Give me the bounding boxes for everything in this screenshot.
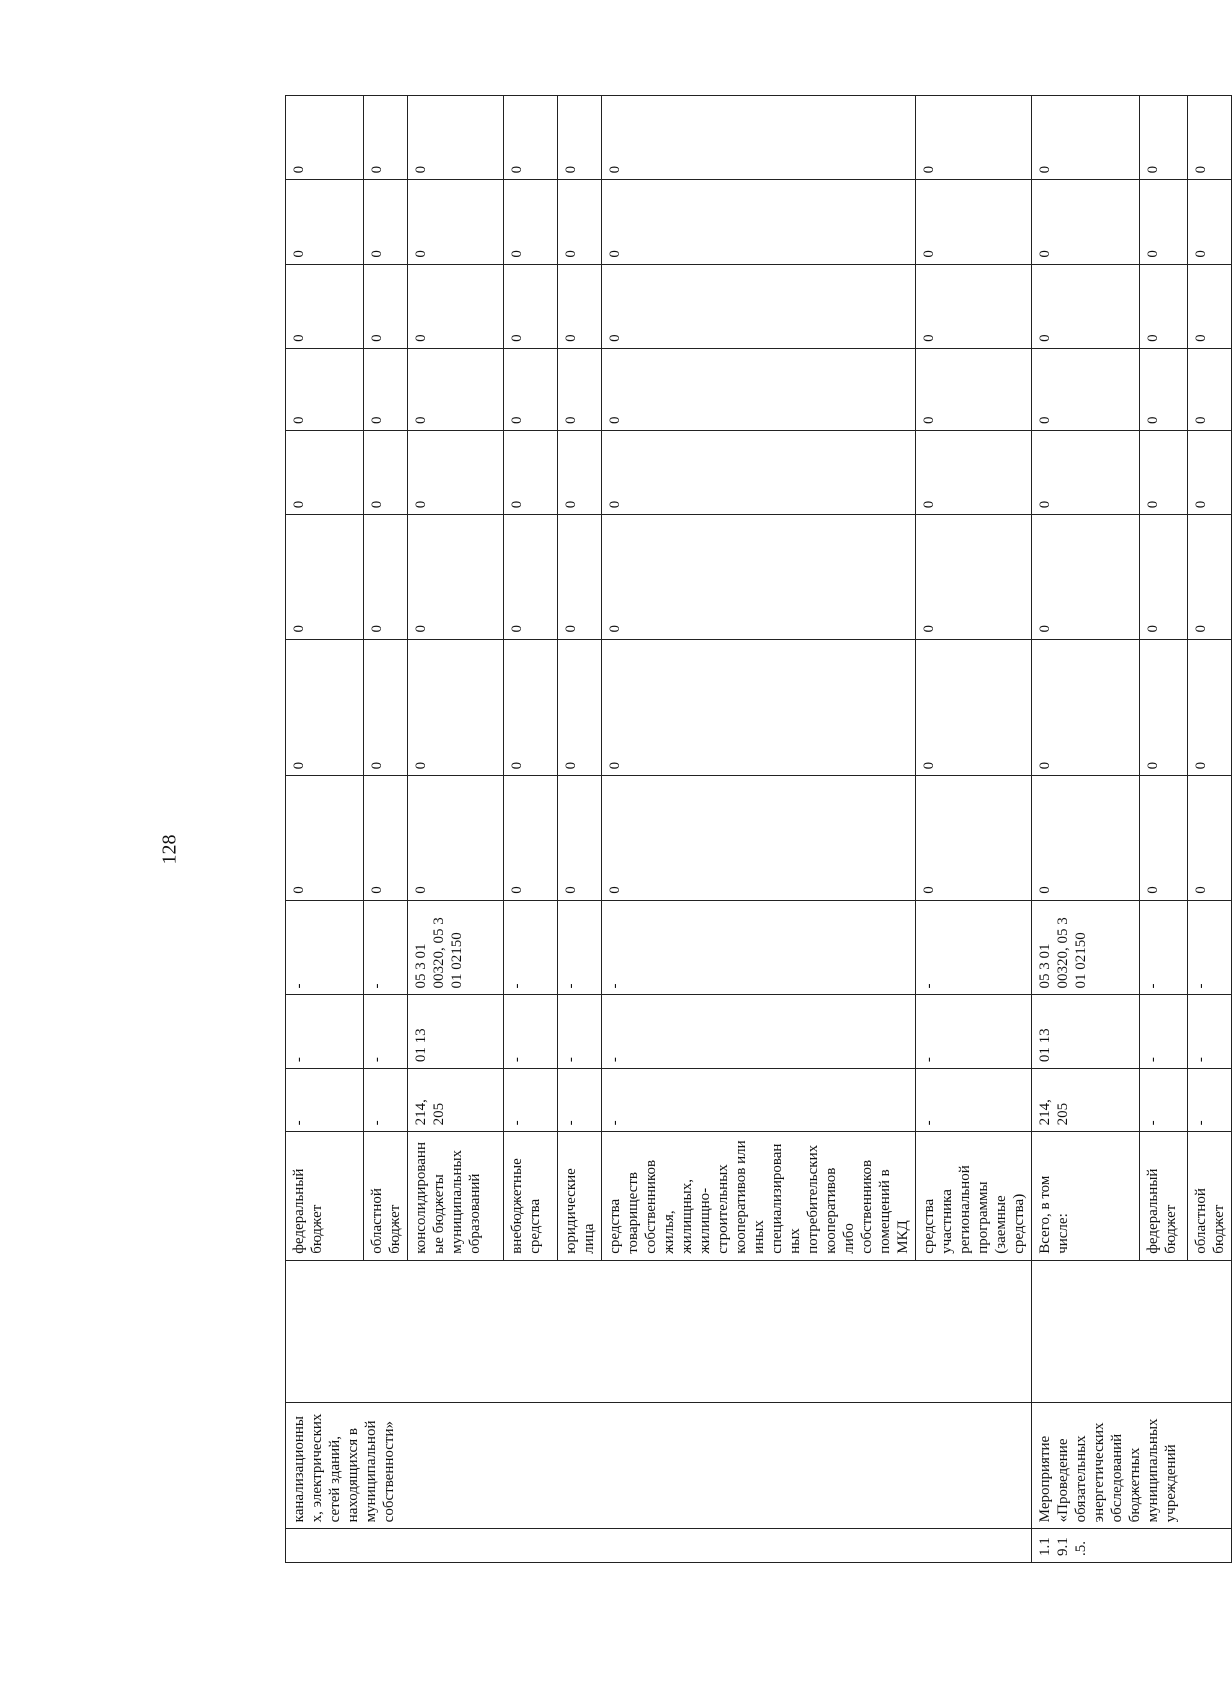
csr-cell: - — [1140, 900, 1188, 995]
table-row — [1032, 96, 1140, 1563]
value-cell: 0 — [1032, 180, 1140, 264]
funding-source-cell: Всего, в том числе: — [1032, 1132, 1140, 1260]
value-cell: 0 — [364, 639, 408, 776]
value-cell: 0 — [916, 180, 1032, 264]
value-cell: 0 — [1188, 776, 1232, 900]
value-cell: 0 — [364, 264, 408, 348]
value-cell: 0 — [408, 639, 504, 776]
funding-source-cell: юридические лица — [558, 1132, 602, 1260]
value-cell: 0 — [1140, 348, 1188, 430]
value-cell: 0 — [1032, 639, 1140, 776]
rz-cell: - — [1188, 995, 1232, 1069]
rz-cell: - — [504, 995, 558, 1069]
grbs-cell: - — [364, 1069, 408, 1132]
value-cell: 0 — [602, 515, 916, 639]
rz-cell: 01 13 — [408, 995, 504, 1069]
value-cell: 0 — [558, 96, 602, 180]
value-cell: 0 — [916, 639, 1032, 776]
value-cell: 0 — [364, 180, 408, 264]
value-cell: 0 — [364, 776, 408, 900]
grbs-cell: 214, 205 — [1032, 1069, 1140, 1132]
value-cell: 0 — [408, 431, 504, 515]
funding-source-cell: федеральный бюджет — [1140, 1132, 1188, 1260]
value-cell: 0 — [286, 180, 364, 264]
value-cell: 0 — [364, 96, 408, 180]
measure-name-cell: Мероприятие «Проведение обязательных энергетических обследований бюджетных муниципальных учреждений — [1032, 1402, 1232, 1528]
value-cell: 0 — [364, 348, 408, 430]
value-cell: 0 — [558, 431, 602, 515]
row-number-cell: 1.19.1.5. — [1032, 1529, 1232, 1563]
table-row — [286, 96, 364, 1563]
value-cell: 0 — [408, 264, 504, 348]
value-cell: 0 — [1032, 264, 1140, 348]
value-cell: 0 — [1140, 264, 1188, 348]
value-cell: 0 — [364, 515, 408, 639]
value-cell: 0 — [1140, 776, 1188, 900]
value-cell: 0 — [558, 639, 602, 776]
value-cell: 0 — [558, 264, 602, 348]
value-cell: 0 — [916, 348, 1032, 430]
funding-source-cell: средства участника региональной программы (заемные средства) — [916, 1132, 1032, 1260]
grbs-cell: - — [1188, 1069, 1232, 1132]
rz-cell: - — [1140, 995, 1188, 1069]
csr-cell: - — [558, 900, 602, 995]
value-cell: 0 — [602, 431, 916, 515]
row-number-cell — [286, 1529, 1032, 1563]
value-cell: 0 — [504, 639, 558, 776]
value-cell: 0 — [602, 776, 916, 900]
value-cell: 0 — [1140, 639, 1188, 776]
csr-cell: - — [1188, 900, 1232, 995]
grbs-cell: - — [286, 1069, 364, 1132]
value-cell: 0 — [1188, 639, 1232, 776]
value-cell: 0 — [602, 96, 916, 180]
value-cell: 0 — [408, 776, 504, 900]
value-cell: 0 — [916, 264, 1032, 348]
rz-cell: - — [916, 995, 1032, 1069]
value-cell: 0 — [558, 180, 602, 264]
value-cell: 0 — [916, 96, 1032, 180]
value-cell: 0 — [286, 264, 364, 348]
funding-source-cell: областной бюджет — [364, 1132, 408, 1260]
value-cell: 0 — [602, 639, 916, 776]
value-cell: 0 — [504, 264, 558, 348]
csr-cell: - — [916, 900, 1032, 995]
value-cell: 0 — [602, 180, 916, 264]
value-cell: 0 — [504, 431, 558, 515]
grbs-cell: 214, 205 — [408, 1069, 504, 1132]
value-cell: 0 — [504, 515, 558, 639]
value-cell: 0 — [504, 348, 558, 430]
value-cell: 0 — [1140, 96, 1188, 180]
grbs-cell: - — [558, 1069, 602, 1132]
value-cell: 0 — [504, 96, 558, 180]
value-cell: 0 — [1188, 431, 1232, 515]
value-cell: 0 — [408, 180, 504, 264]
funding-source-cell: областной бюджет — [1188, 1132, 1232, 1260]
csr-cell: 05 3 01 00320, 05 3 01 02150 — [1032, 900, 1140, 995]
csr-cell: - — [504, 900, 558, 995]
value-cell: 0 — [558, 776, 602, 900]
funding-source-cell: федеральный бюджет — [286, 1132, 364, 1260]
rz-cell: - — [558, 995, 602, 1069]
value-cell: 0 — [602, 264, 916, 348]
value-cell: 0 — [1032, 348, 1140, 430]
budget-table — [285, 95, 1232, 1563]
value-cell: 0 — [1188, 515, 1232, 639]
value-cell: 0 — [558, 348, 602, 430]
value-cell: 0 — [286, 639, 364, 776]
csr-cell: 05 3 01 00320, 05 3 01 02150 — [408, 900, 504, 995]
csr-cell: - — [602, 900, 916, 995]
rz-cell: - — [602, 995, 916, 1069]
funding-source-cell: консолидированные бюджеты муниципальных образований — [408, 1132, 504, 1260]
csr-cell: - — [364, 900, 408, 995]
value-cell: 0 — [364, 431, 408, 515]
value-cell: 0 — [286, 96, 364, 180]
value-cell: 0 — [408, 348, 504, 430]
grbs-cell: - — [602, 1069, 916, 1132]
value-cell: 0 — [1188, 264, 1232, 348]
value-cell: 0 — [286, 515, 364, 639]
value-cell: 0 — [916, 776, 1032, 900]
empty-cell — [286, 1260, 1032, 1402]
value-cell: 0 — [602, 348, 916, 430]
csr-cell: - — [286, 900, 364, 995]
rz-cell: - — [286, 995, 364, 1069]
value-cell: 0 — [1032, 776, 1140, 900]
funding-source-cell: внебюджетные средства — [504, 1132, 558, 1260]
value-cell: 0 — [504, 776, 558, 900]
rz-cell: - — [364, 995, 408, 1069]
value-cell: 0 — [1188, 180, 1232, 264]
rotated-budget-sheet — [285, 95, 1227, 1563]
grbs-cell: - — [1140, 1069, 1188, 1132]
empty-cell — [1032, 1260, 1232, 1402]
page-number: 128 — [158, 834, 181, 865]
funding-source-cell: средства товариществ собственников жилья, жилищных, жилищно-строительных кооперативов или иных специализированных потребительских кооперативов либо собственников помещений в МКД — [602, 1132, 916, 1260]
value-cell: 0 — [408, 515, 504, 639]
value-cell: 0 — [916, 431, 1032, 515]
value-cell: 0 — [504, 180, 558, 264]
value-cell: 0 — [286, 348, 364, 430]
value-cell: 0 — [1140, 431, 1188, 515]
value-cell: 0 — [1032, 515, 1140, 639]
grbs-cell: - — [504, 1069, 558, 1132]
value-cell: 0 — [1032, 431, 1140, 515]
value-cell: 0 — [286, 776, 364, 900]
value-cell: 0 — [1140, 515, 1188, 639]
value-cell: 0 — [286, 431, 364, 515]
value-cell: 0 — [1188, 348, 1232, 430]
value-cell: 0 — [558, 515, 602, 639]
measure-name-cell: канализационных, электрических сетей зданий, находящихся в муниципальной собственности» — [286, 1402, 1032, 1528]
value-cell: 0 — [916, 515, 1032, 639]
value-cell: 0 — [1188, 96, 1232, 180]
grbs-cell: - — [916, 1069, 1032, 1132]
value-cell: 0 — [408, 96, 504, 180]
rz-cell: 01 13 — [1032, 995, 1140, 1069]
value-cell: 0 — [1032, 96, 1140, 180]
value-cell: 0 — [1140, 180, 1188, 264]
